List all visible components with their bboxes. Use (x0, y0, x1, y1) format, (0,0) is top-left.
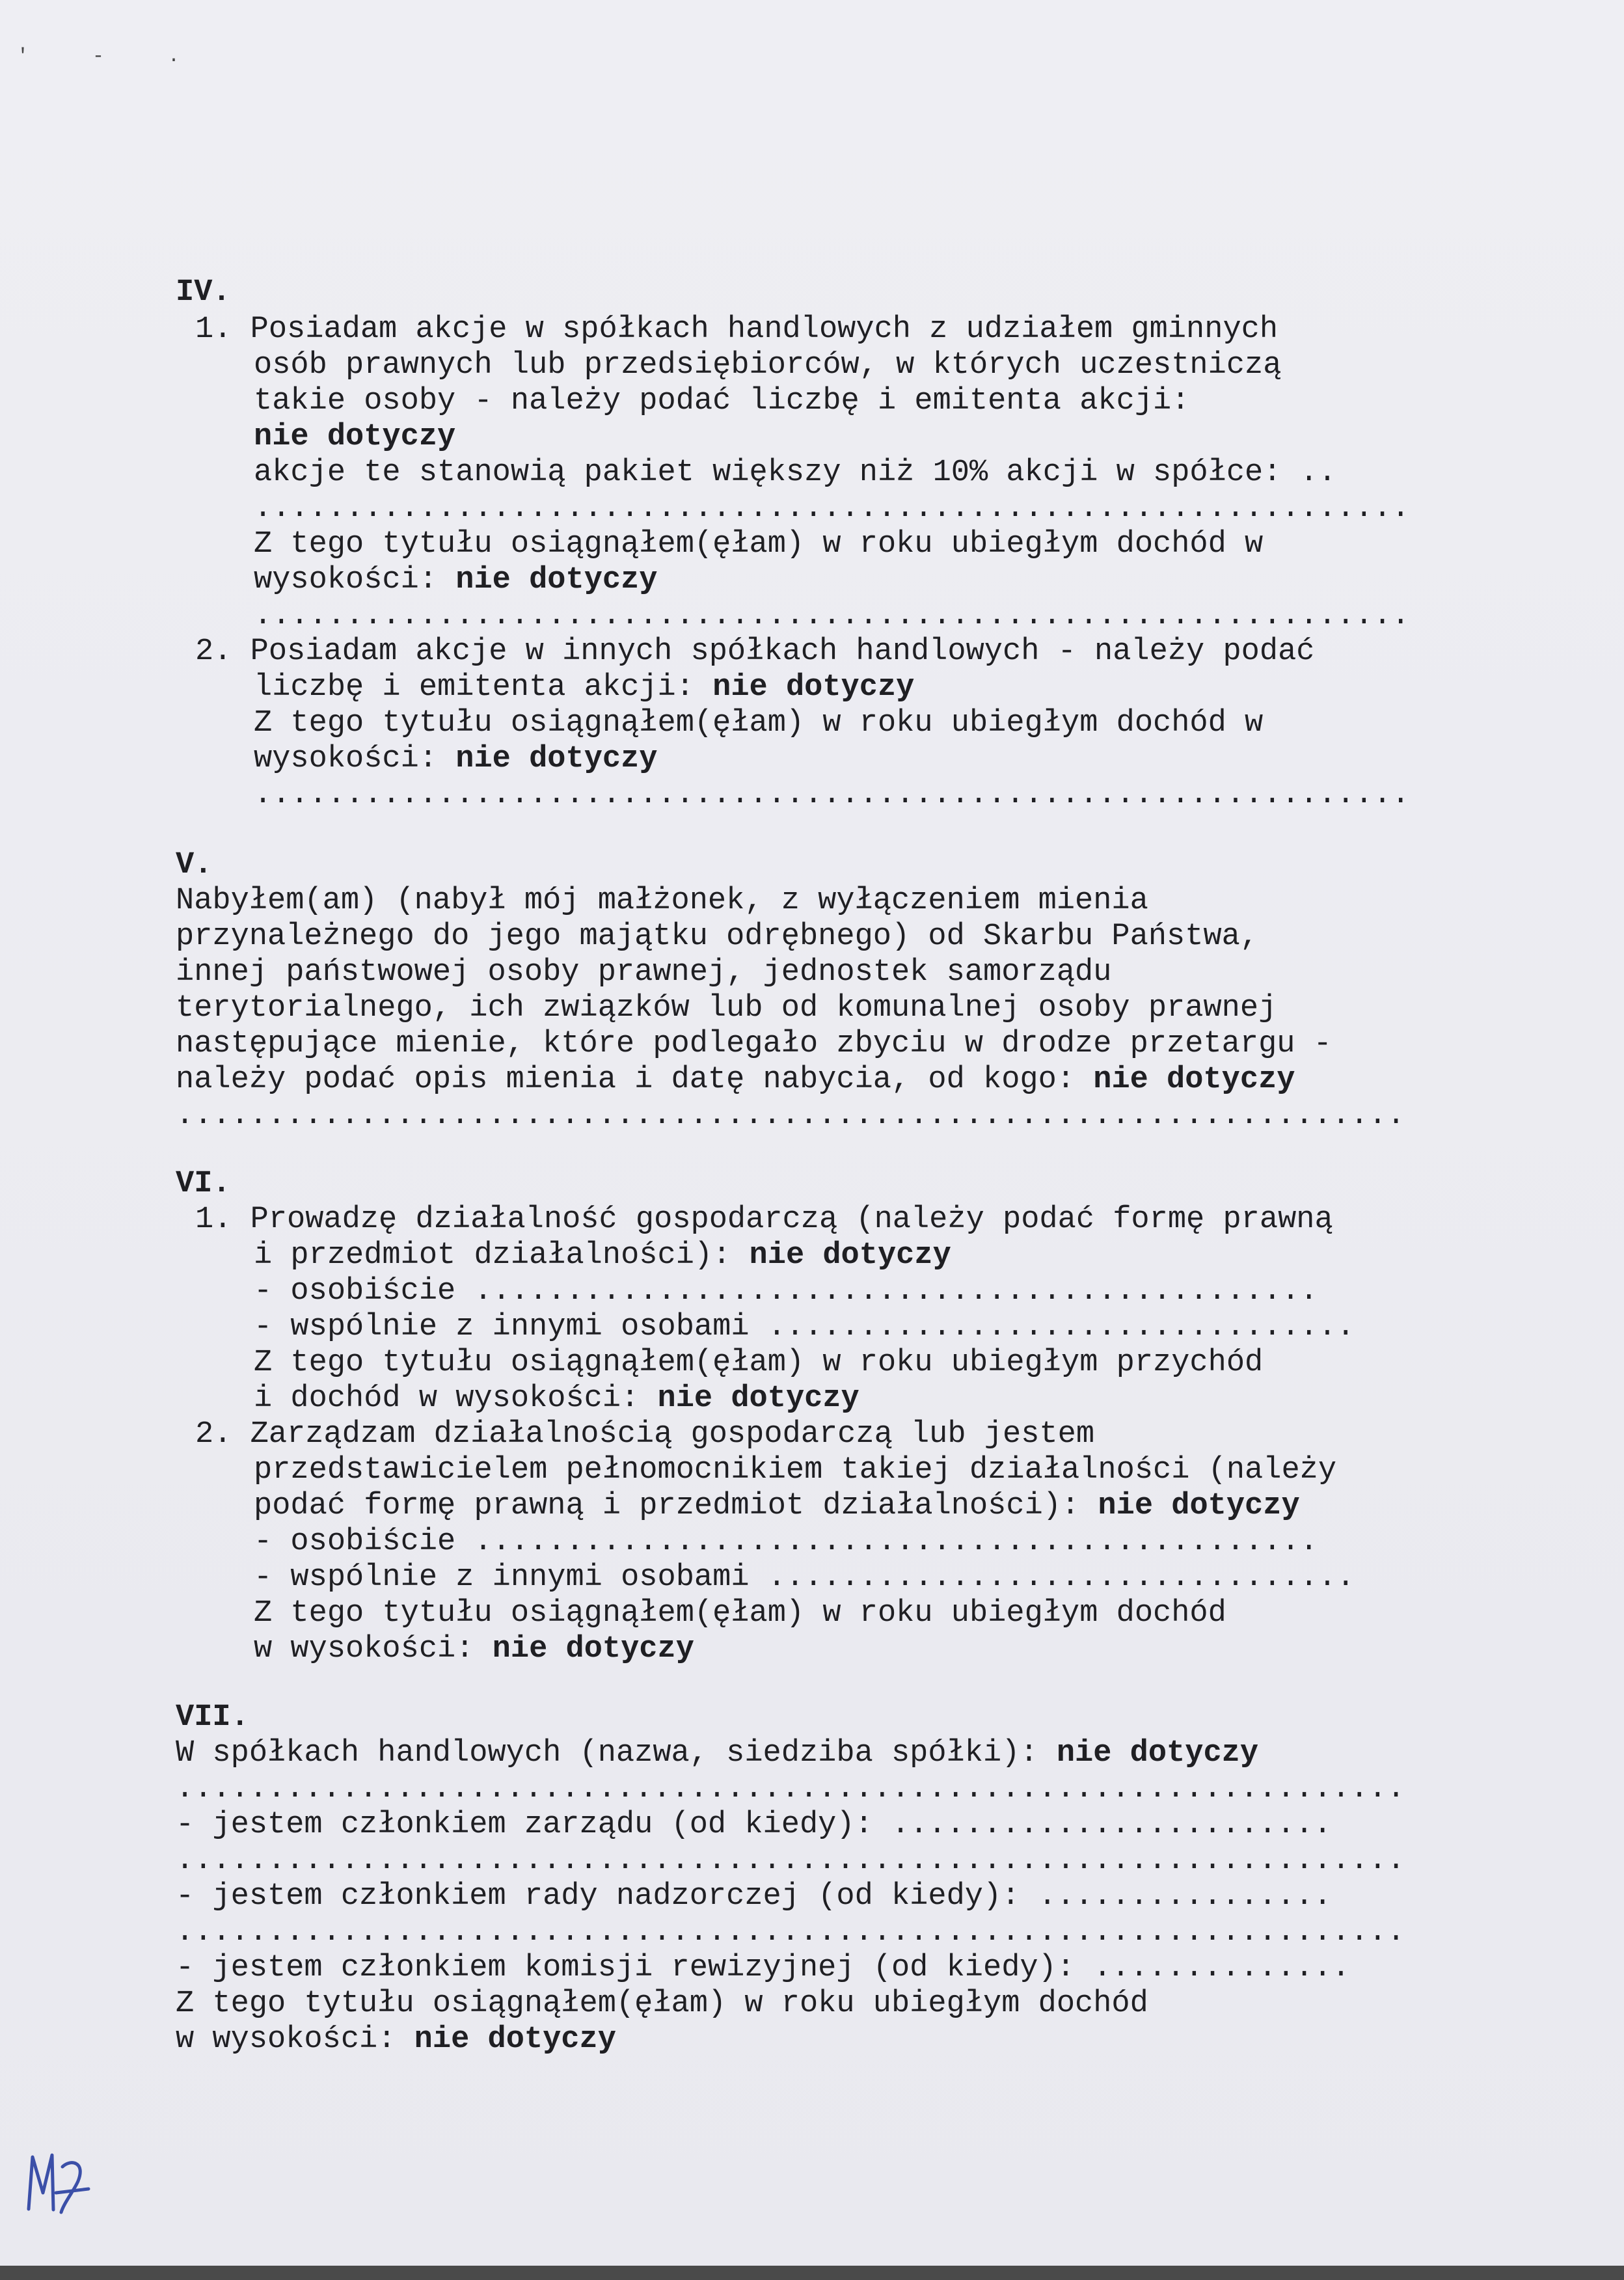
field-label: w wysokości: (254, 1632, 493, 1666)
answer-value: nie dotyczy (712, 670, 915, 705)
field-label: wysokości: (254, 563, 456, 597)
answer-value: nie dotyczy (1056, 1736, 1259, 1771)
section-vii-line (176, 1735, 1258, 1771)
section-v-heading: V. (176, 848, 213, 882)
section-v-line: terytorialnego, ich związków lub od komunalnej osoby prawnej (176, 991, 1277, 1025)
margin-marks: ' - . (17, 46, 206, 68)
section-vi-line (254, 1381, 859, 1417)
section-v-line: Nabyłem(am) (nabył mój małżonek, z wyłączeniem mienia (176, 884, 1148, 918)
section-vii-line: - jestem członkiem komisji rewizyjnej (od kiedy): .............. (176, 1951, 1351, 1985)
section-iv-line: 1. Posiadam akcje w spółkach handlowych z udziałem gminnych (195, 312, 1279, 347)
dotted-line: ............................................................... (254, 599, 1410, 633)
section-v-line: przynależnego do jego majątku odrębnego) od Skarbu Państwa, (176, 919, 1259, 954)
section-vi-line: - wspólnie z innymi osobami ................................ (254, 1560, 1355, 1595)
answer-value: nie dotyczy (657, 1381, 859, 1416)
field-label: podać formę prawną i przedmiot działalności): (254, 1489, 1098, 1523)
section-iv-line: osób prawnych lub przedsiębiorców, w których uczestniczą (254, 348, 1282, 383)
dotted-line: ................................................................... (176, 1915, 1405, 1949)
scan-edge (0, 2266, 1624, 2280)
section-vii-line: - jestem członkiem zarządu (od kiedy): ........................ (176, 1808, 1332, 1842)
section-vi-line: 1. Prowadzę działalność gospodarczą (należy podać formę prawną (195, 1202, 1333, 1237)
section-vi-line: - wspólnie z innymi osobami ................................ (254, 1310, 1355, 1344)
answer-value: nie dotyczy (1093, 1063, 1295, 1097)
section-vi-line: Z tego tytułu osiągnąłem(ęłam) w roku ubiegłym dochód (254, 1596, 1226, 1631)
section-vi-line: przedstawicielem pełnomocnikiem takiej działalności (należy (254, 1453, 1337, 1487)
section-vii-line (176, 2022, 616, 2057)
dotted-line: ................................................................... (176, 1098, 1405, 1133)
field-label: w wysokości: (176, 2022, 414, 2057)
section-vi-line: - osobiście .............................................. (254, 1274, 1318, 1309)
section-v-line (176, 1062, 1295, 1098)
section-iv-line (254, 670, 914, 705)
section-iv-heading: IV. (176, 275, 231, 310)
section-vi-line: - osobiście .............................................. (254, 1525, 1318, 1559)
section-iv-line: Z tego tytułu osiągnąłem(ęłam) w roku ubiegłym dochód w (254, 527, 1264, 562)
section-iv-line (254, 562, 658, 598)
section-v-line: innej państwowej osoby prawnej, jednostek samorządu (176, 955, 1112, 990)
answer-value: nie dotyczy (414, 2022, 616, 2057)
section-vi-line (254, 1631, 694, 1667)
section-iv-line: Z tego tytułu osiągnąłem(ęłam) w roku ubiegłym dochód w (254, 706, 1264, 740)
answer-value: nie dotyczy (455, 742, 658, 776)
field-label: wysokości: (254, 742, 456, 776)
section-vi-line (254, 1488, 1300, 1524)
section-v-line: następujące mienie, które podlegało zbyciu w drodze przetargu - (176, 1027, 1332, 1061)
section-iv-line: 2. Posiadam akcje w innych spółkach handlowych - należy podać (195, 634, 1315, 669)
section-vi-line: 2. Zarządzam działalnością gospodarczą lub jestem (195, 1417, 1095, 1452)
dotted-line: ............................................................... (254, 778, 1410, 812)
section-vi-line (254, 1238, 951, 1273)
answer-value: nie dotyczy (1098, 1489, 1300, 1523)
dotted-line: ................................................................... (176, 1772, 1405, 1806)
section-vi-heading: VI. (176, 1167, 231, 1201)
answer-value: nie dotyczy (749, 1238, 951, 1273)
answer-value: nie dotyczy (254, 420, 456, 454)
answer-value: nie dotyczy (492, 1632, 694, 1666)
section-vii-line: - jestem członkiem rady nadzorczej (od kiedy): ................ (176, 1879, 1332, 1914)
section-iv-line: takie osoby - należy podać liczbę i emitenta akcji: (254, 384, 1190, 418)
field-label: i dochód w wysokości: (254, 1381, 658, 1416)
dotted-line: ................................................................... (176, 1843, 1405, 1878)
field-label: i przedmiot działalności): (254, 1238, 750, 1273)
section-iv-line: akcje te stanowią pakiet większy niż 10% akcji w spółce: .. (254, 455, 1337, 490)
handwritten-initials (23, 2147, 95, 2225)
section-iv-line (254, 741, 658, 777)
field-label: liczbę i emitenta akcji: (254, 670, 713, 705)
section-vii-heading: VII. (176, 1700, 249, 1735)
section-vii-line: Z tego tytułu osiągnąłem(ęłam) w roku ubiegłym dochód (176, 1987, 1148, 2021)
answer-value: nie dotyczy (455, 563, 658, 597)
section-vi-line: Z tego tytułu osiągnąłem(ęłam) w roku ubiegłym przychód (254, 1346, 1264, 1380)
field-label: należy podać opis mienia i datę nabycia, od kogo: (176, 1063, 1094, 1097)
field-label: W spółkach handlowych (nazwa, siedziba spółki): (176, 1736, 1057, 1771)
dotted-line: ............................................................... (254, 491, 1410, 526)
